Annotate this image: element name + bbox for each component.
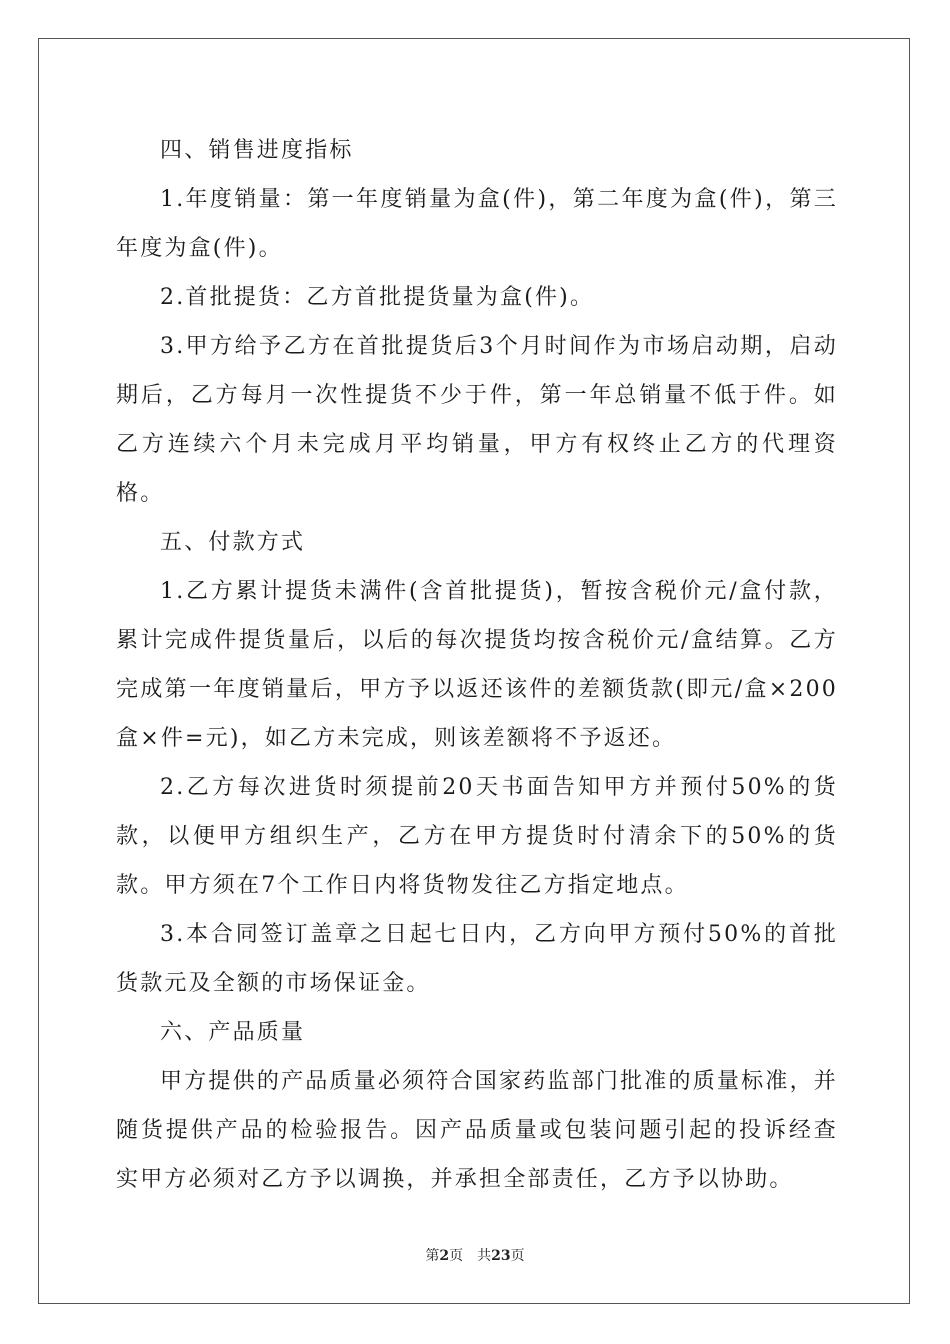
footer-page-number: 2 [439,1248,450,1264]
page-footer [0,1245,950,1265]
paragraph-payment-2: 2.乙方每次进货时须提前20天书面告知甲方并预付50%的货款，以便甲方组织生产，乙方在甲方提货时付清余下的50%的货款。甲方须在7个工作日内将货物发往乙方指定地点。 [116,775,838,898]
paragraph-payment-1: 1.乙方累计提货未满件(含首批提货)，暂按含税价元/盒付款，累计完成件提货量后，以后的每次提货均按含税价元/盒结算。乙方完成第一年度销量后，甲方予以返还该件的差额货款(即元/盒×200盒×件=元)，如乙方未完成，则该差额将不予返还。 [116,579,838,751]
footer-page-prefix: 第 [425,1248,440,1264]
section-heading-sales-progress: 四、销售进度指标 [160,138,354,163]
section-heading-quality: 六、产品质量 [160,1020,306,1045]
footer-page-suffix: 页 [449,1248,464,1264]
paragraph-annual-sales: 1.年度销量：第一年度销量为盒(件)，第二年度为盒(件)，第三年度为盒(件)。 [116,187,838,261]
footer-total-prefix: 共 [477,1248,492,1264]
document-body [116,126,838,1204]
paragraph-payment-3: 3.本合同签订盖章之日起七日内，乙方向甲方预付50%的首批货款元及全额的市场保证金。 [116,922,838,996]
paragraph-startup-period: 3.甲方给予乙方在首批提货后3个月时间作为市场启动期，启动期后，乙方每月一次性提货不少于件，第一年总销量不低于件。如乙方连续六个月未完成月平均销量，甲方有权终止乙方的代理资格。 [116,334,838,506]
paragraph-first-batch: 2.首批提货：乙方首批提货量为盒(件)。 [160,285,595,310]
paragraph-quality: 甲方提供的产品质量必须符合国家药监部门批准的质量标准，并随货提供产品的检验报告。因产品质量或包装问题引起的投诉经查实甲方必须对乙方予以调换，并承担全部责任，乙方予以协助。 [116,1069,838,1192]
section-heading-payment: 五、付款方式 [160,530,306,555]
footer-total-suffix: 页 [510,1248,525,1264]
footer-total-pages: 23 [491,1248,511,1264]
